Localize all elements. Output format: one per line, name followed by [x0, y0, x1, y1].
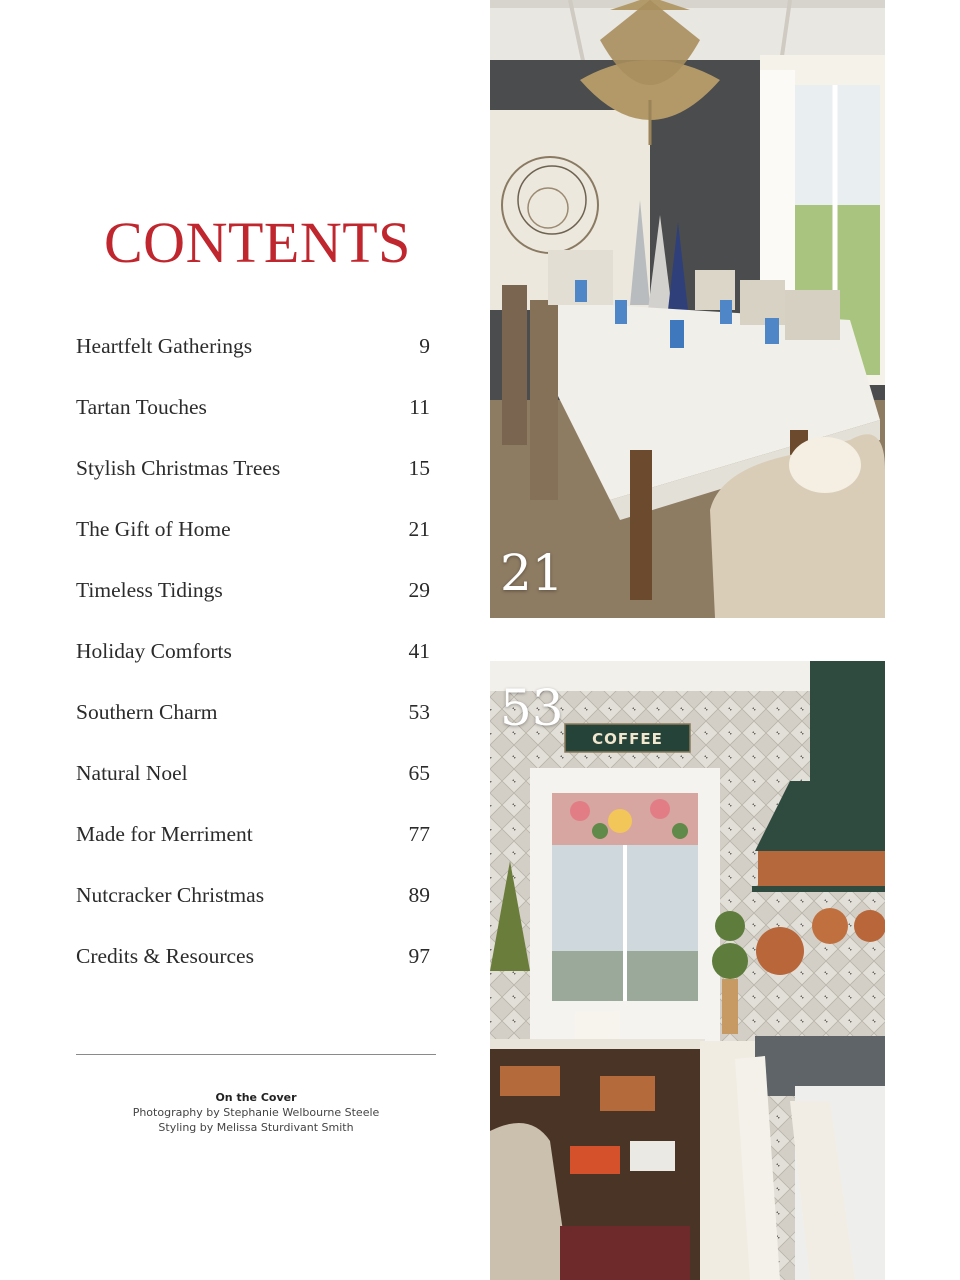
kitchen-illustration: [490, 661, 885, 1280]
toc-item[interactable]: [76, 578, 430, 639]
toc-item[interactable]: [76, 761, 430, 822]
toc-title: Heartfelt Gatherings: [76, 334, 253, 358]
toc-item[interactable]: [76, 334, 430, 395]
kitchen-photo[interactable]: [490, 661, 885, 1280]
toc-page-number: 9: [419, 334, 430, 358]
toc-item[interactable]: [76, 700, 430, 761]
toc-title: Nutcracker Christmas: [76, 883, 265, 907]
dining-room-photo[interactable]: [490, 0, 885, 618]
toc-title: Tartan Touches: [76, 395, 207, 419]
photo-page-number: 21: [500, 544, 564, 602]
toc-item[interactable]: [76, 944, 430, 1005]
toc-page-number: 77: [408, 822, 430, 846]
toc-title: Holiday Comforts: [76, 639, 232, 663]
toc-title: Stylish Christmas Trees: [76, 456, 281, 480]
toc-title: Timeless Tidings: [76, 578, 223, 602]
toc-item[interactable]: [76, 639, 430, 700]
toc-page-number: 15: [408, 456, 430, 480]
divider: [76, 1054, 436, 1055]
toc-title: Natural Noel: [76, 761, 188, 785]
cover-styling-credit: Styling by Melissa Sturdivant Smith: [158, 1121, 354, 1134]
page-title: CONTENTS: [104, 210, 411, 275]
toc-item[interactable]: [76, 883, 430, 944]
coffee-sign-text: COFFEE: [592, 730, 663, 748]
toc-page-number: 65: [408, 761, 430, 785]
toc-item[interactable]: [76, 822, 430, 883]
toc-title: Southern Charm: [76, 700, 218, 724]
toc-page-number: 41: [408, 639, 430, 663]
toc-item[interactable]: [76, 517, 430, 578]
dining-room-illustration: [490, 0, 885, 618]
cover-heading: On the Cover: [215, 1091, 297, 1104]
toc-page-number: 21: [408, 517, 430, 541]
table-of-contents: [76, 334, 430, 1005]
toc-title: Credits & Resources: [76, 944, 254, 968]
cover-photography-credit: Photography by Stephanie Welbourne Steele: [132, 1106, 380, 1119]
toc-page-number: 89: [408, 883, 430, 907]
toc-page-number: 53: [408, 700, 430, 724]
toc-item[interactable]: [76, 395, 430, 456]
cover-credits: [76, 1090, 436, 1135]
toc-page-number: 29: [408, 578, 430, 602]
toc-title: Made for Merriment: [76, 822, 253, 846]
toc-item[interactable]: [76, 456, 430, 517]
toc-page-number: 97: [408, 944, 430, 968]
toc-title: The Gift of Home: [76, 517, 231, 541]
photo-page-number: 53: [500, 679, 564, 737]
toc-page-number: 11: [409, 395, 430, 419]
